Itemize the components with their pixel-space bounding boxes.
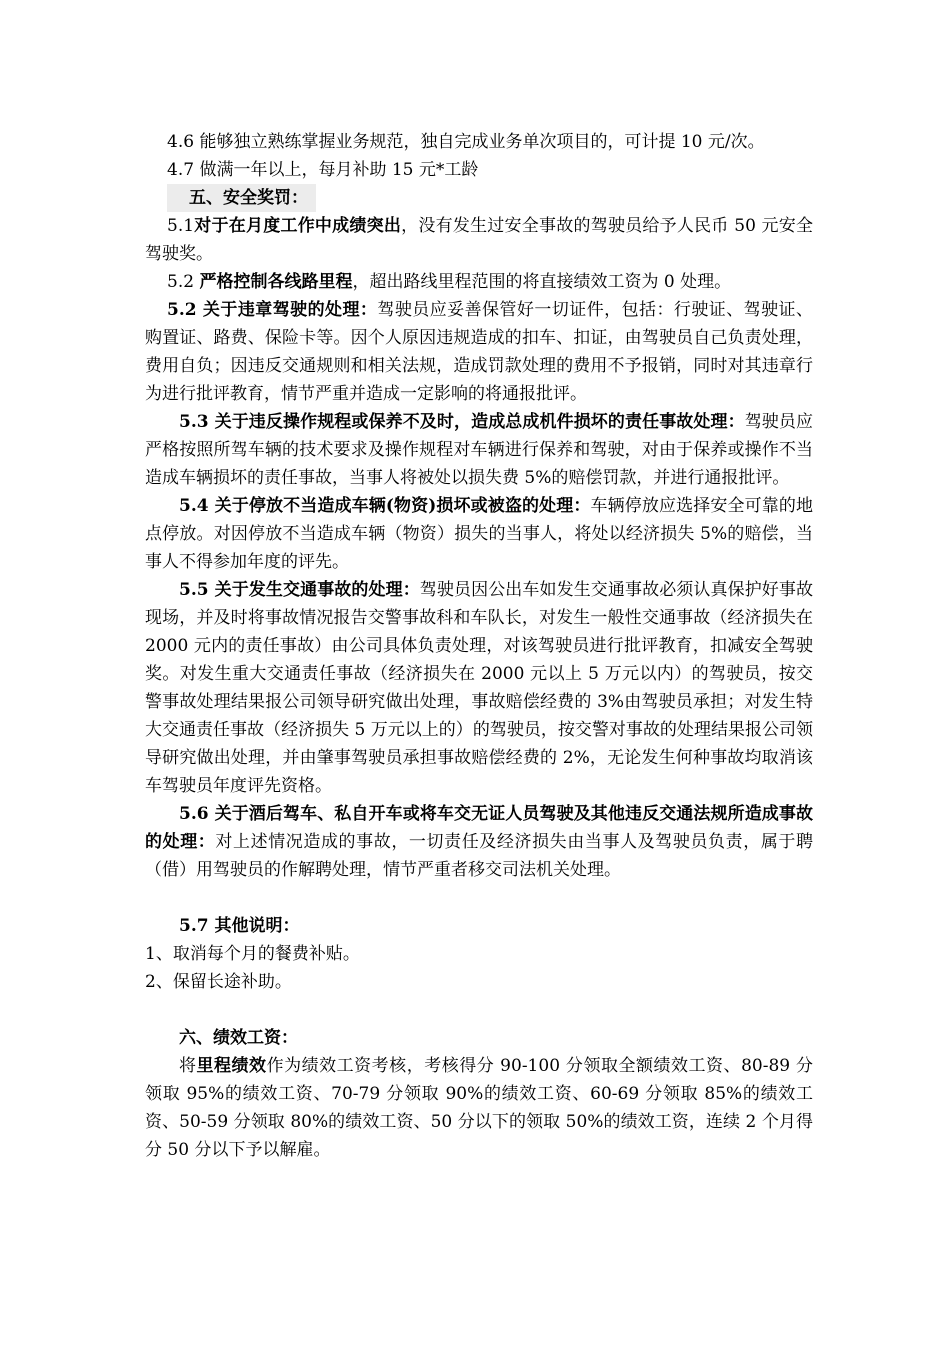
clause-5-1-heading: 对于在月度工作中成绩突出: [194, 216, 402, 236]
clause-5-7-item-2: 2、保留长途补助。: [145, 972, 292, 992]
clause-5-2-mileage-heading: 严格控制各线路里程: [199, 272, 353, 292]
section-5-heading-row: [145, 184, 813, 212]
spacer: [145, 884, 813, 912]
clause-5-1: [145, 212, 813, 268]
clause-5-3: [145, 408, 813, 492]
clause-5-3-heading: 5.3 关于违反操作规程或保养不及时，造成总成机件损坏的责任事故处理：: [179, 412, 745, 432]
clause-5-4-heading: 5.4 关于停放不当造成车辆(物资)损坏或被盗的处理：: [179, 496, 591, 516]
clause-5-2-mileage-number: 5.2: [167, 272, 200, 292]
clause-5-2-violation-text: 驾驶员应妥善保管好一切证件，包括：行驶证、驾驶证、购置证、路费、保险卡等。因个人原因违规造成的扣车、扣证，由驾驶员自己负责处理，费用自负；因违反交通规则和相关法规，造成罚款处理的费用不予报销，同时对其违章行为进行批评教育，情节严重并造成一定影响的将通报批评。: [145, 300, 814, 404]
clause-5-6-heading: 5.6 关于酒后驾车、私自开车或将车交无证人员驾驶及其他违反交通法规所造成事故的处理：: [145, 804, 813, 852]
clause-5-2-violation: [145, 296, 813, 408]
clause-4-6: 4.6 能够独立熟练掌握业务规范，独自完成业务单次项目的，可计提 10 元/次。: [167, 132, 765, 152]
section-6-highlight: 里程绩效: [196, 1056, 267, 1076]
clause-5-5-text: 驾驶员因公出车如发生交通事故必须认真保护好事故现场，并及时将事故情况报告交警事故科和车队长，对发生一般性交通事故（经济损失在 2000 元内的责任事故）由公司具体负责处理，对该驾驶员进行批评教育，扣减安全驾驶奖。对发生重大交通责任事故（经济损失在 2000 元以上 5 万元以内）的驾驶员，按交警事故处理结果报公司领导研究做出处理，事故赔偿经费的 3%由驾驶员承担；对发生特大交通责任事故（经济损失 5 万元以上的）的驾驶员，按交警对事故的处理结果报公司领导研究做出处理，并由肇事驾驶员承担事故赔偿经费的 2%，无论发生何种事故均取消该车驾驶员年度评先资格。: [145, 580, 813, 796]
clause-5-5: [145, 576, 813, 800]
section-6-body: [145, 1052, 813, 1164]
section-6-title: 六、绩效工资：: [179, 1028, 298, 1048]
document-page: [145, 128, 813, 1164]
clause-5-2-mileage-text: ，超出路线里程范围的将直接绩效工资为 0 处理。: [352, 272, 732, 292]
clause-5-1-number: 5.1: [167, 216, 195, 236]
clause-5-2-violation-heading: 5.2 关于违章驾驶的处理：: [167, 300, 378, 320]
section-6-text: 作为绩效工资考核，考核得分 90-100 分领取全额绩效工资、80-89 分领取 95%的绩效工资、70-79 分领取 90%的绩效工资、60-69 分领取 85%的绩效工资、50-59 分领取 80%的绩效工资、50 分以下的领取 50%的绩效工资，连续 2 个月得分 50 分以下予以解雇。: [145, 1056, 814, 1160]
section-6-intro: 将: [179, 1056, 197, 1076]
clause-5-1-text: ，没有发生过安全事故的驾驶员给予人民币 50 元安全驾驶奖。: [145, 216, 813, 264]
clause-5-3-text: 驾驶员应严格按照所驾车辆的技术要求及操作规程对车辆进行保养和驾驶，对由于保养或操作不当造成车辆损坏的责任事故，当事人将被处以损失费 5%的赔偿罚款，并进行通报批评。: [145, 412, 814, 488]
clause-5-6-text: 对上述情况造成的事故，一切责任及经济损失由当事人及驾驶员负责，属于聘（借）用驾驶员的作解聘处理，情节严重者移交司法机关处理。: [145, 832, 814, 880]
spacer: [145, 996, 813, 1024]
clause-5-7-item-1: 1、取消每个月的餐费补贴。: [145, 944, 360, 964]
clause-5-6: [145, 800, 813, 884]
clause-5-4-text: 车辆停放应选择安全可靠的地点停放。对因停放不当造成车辆（物资）损失的当事人，将处以经济损失 5%的赔偿，当事人不得参加年度的评先。: [145, 496, 813, 572]
clause-5-4: [145, 492, 813, 576]
clause-5-7-title: 5.7 其他说明：: [179, 916, 300, 936]
section-5-title: 五、安全奖罚：: [167, 184, 316, 212]
clause-5-2-mileage: [145, 268, 813, 296]
clause-4-7: 4.7 做满一年以上，每月补助 15 元*工龄: [167, 160, 479, 180]
clause-5-5-heading: 5.5 关于发生交通事故的处理：: [179, 580, 420, 600]
